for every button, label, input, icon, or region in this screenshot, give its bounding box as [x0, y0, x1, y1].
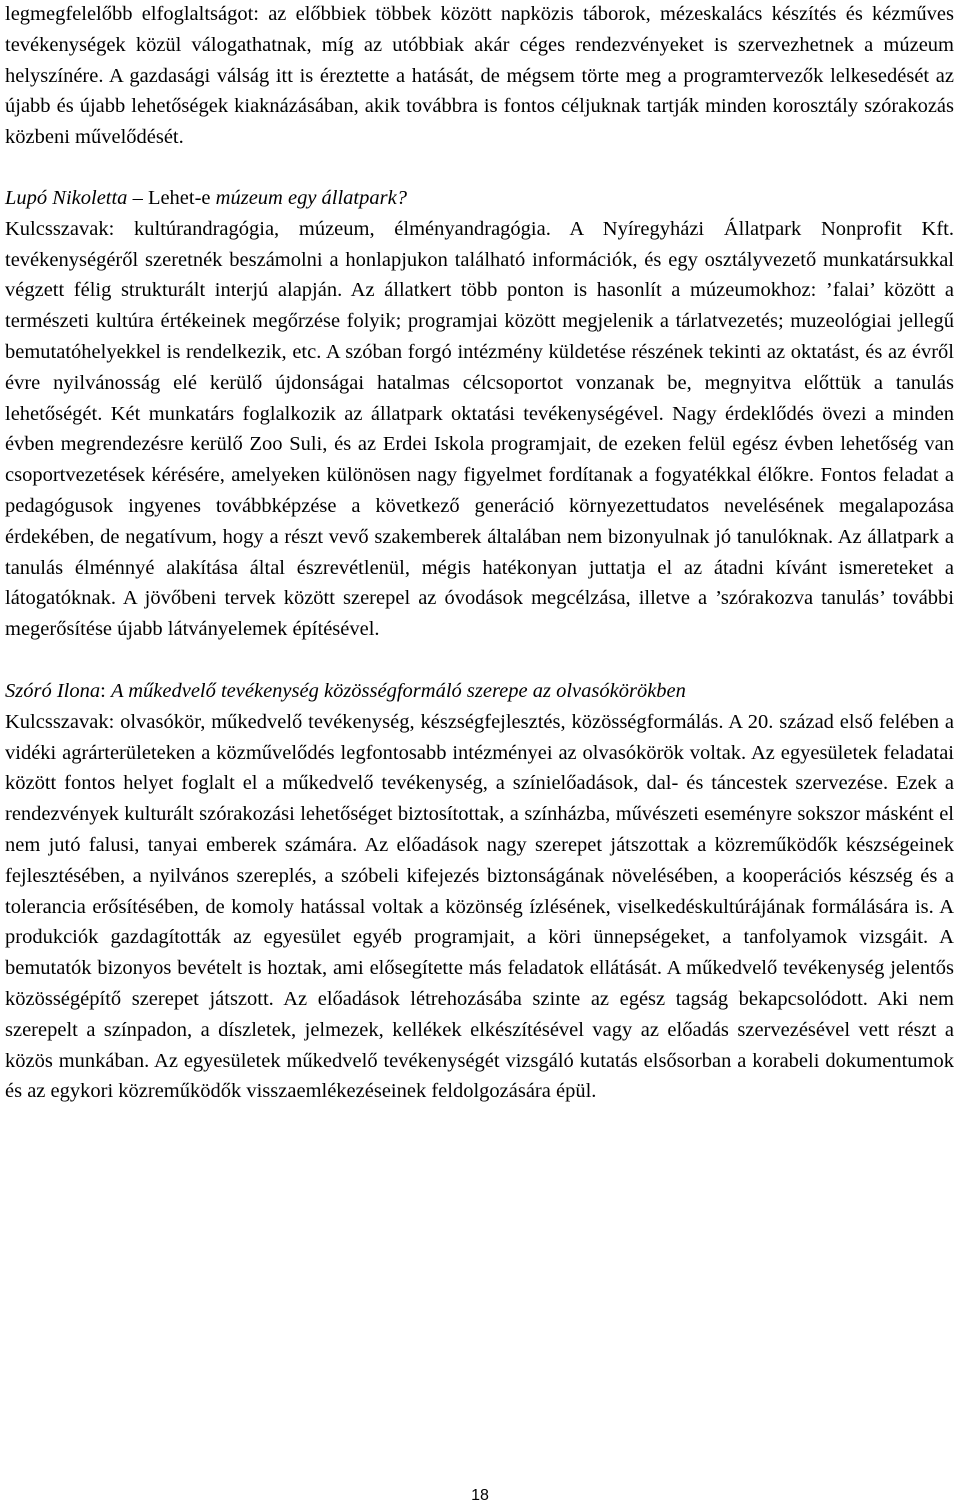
article-2-heading: [5, 183, 954, 214]
document-page: [5, 0, 954, 1107]
article-3-keywords: Kulcsszavak: olvasókör, műkedvelő tevékenység, készségfejlesztés, közösségformálás.: [5, 710, 724, 733]
article-3-author: Szóró Ilona: [5, 679, 101, 702]
page-number: 18: [471, 1487, 489, 1504]
article-3-body: [5, 707, 954, 1107]
article-2-title-plain: Lehet-e: [147, 186, 216, 209]
article-3-heading: [5, 676, 954, 707]
article-2-author: Lupó Nikoletta: [5, 186, 128, 209]
article-2-body: [5, 214, 954, 645]
section-spacer: [5, 645, 954, 676]
article-3-text: A 20. század első felében a vidéki agrárterületeken a közművelődés legfontosabb intézményei az olvasókörök voltak. Az egyesületek feladatai között fontos helyet foglalt el a műkedvelő tevékenység, a színielőadások, dal- és táncestek szervezése. Ezek a rendezvények kulturált szórakozási lehetőséget biztosítottak, a színházba, művészeti eseményre sokszor másként el nem jutó falusi, tanyai emberek számára. Az előadások nagy szerepet játszottak a közreműködők készségeinek fejlesztésében, a nyilvános szereplés, a szóbeli kifejezés biztonságának növelésében, a kooperációs készség és a tolerancia erősítésében, de komoly hatással voltak a közönség ízlésének, viselkedéskultúrájának formálására is. A produkciók gazdagították az egyesület egyéb programjait, a köri ünnepségeket, a tanfolyamok vizsgáit. A bemutatók bizonyos bevételt is hoztak, ami elősegítette más feladatok ellátását. A műkedvelő tevékenység jelentős közösségépítő szerepet játszott. Az előadások létrehozásába szinte az egész tagság bekapcsolódott. Aki nem szerepelt a színpadon, a díszletek, jelmezek, kellékek elkészítésével vagy az előadás szervezésével vett részt a közös munkában. Az egyesületek műkedvelő tevékenységét vizsgáló kutatás elsősorban a korabeli dokumentumok és az egykori közreműködők visszaemlékezéseinek feldolgozására épül.: [5, 710, 955, 1103]
article-2-dash: –: [127, 186, 148, 209]
article-2-text: A Nyíregyházi Állatpark Nonprofit Kft. tevékenységéről szeretnék beszámolni a honlapjukon található információk, és egy osztályvezető munkatársukkal végzett félig strukturált interjú alapján. Az állatkert több ponton is hasonlít a múzeumokhoz: ’falai’ között a természeti kultúra értékeinek megőrzése folyik; programjai között megjelenik a tárlatvezetés; muzeológiai jellegű bemutatóhelyekkel is rendelkezik, etc. A szóban forgó intézmény küldetése részének tekinti az oktatást, és az évről évre nyilvánosság elé kerülő újdonságai hatalmas célcsoportot vonzanak be, megnyitva előttük a tanulás lehetőségét. Két munkatárs foglalkozik az állatpark oktatási tevékenységével. Nagy érdeklődés övezi a minden évben megrendezésre kerülő Zoo Suli, és az Erdei Iskola programjait, de ezeken felül egész évben lehetőség van csoportvezetések kérésére, amelyeken különösen nagy figyelmet fordítanak a fogyatékkal élőkre. Fontos feladat a pedagógusok ingyenes továbbképzése a következő generáció környezettudatos nevelésének megalapozása érdekében, de negatívum, hogy a részt vevő szakemberek általában nem bizonyulnak jó tanulóknak. Az állatpark a tanulás élménnyé alakítása által észrevétlenül, mégis hatékonyan juttatja el az átadni kívánt ismereteket a látogatóknak. A jövőbeni tervek között szerepel az óvodások megcélzása, illetve a ’szórakozva tanulás’ további megerősítése újabb látványelemek építésével.: [5, 217, 954, 641]
article-2-keywords: Kulcsszavak: kultúrandragógia, múzeum, élményandragógia.: [5, 217, 551, 240]
article-1-paragraph: legmegfelelőbb elfoglaltságot: az előbbiek többek között napközis táborok, mézeskalács készítés és kézműves tevékenységek közül válogathatnak, míg az utóbbiak akár céges rendezvényeket is szervezhetnek a múzeum helyszínére. A gazdasági válság itt is éreztette a hatását, de mégsem törte meg a programtervezők lelkesedését az újabb és újabb lehetőségek kiaknázásában, akik továbbra is fontos céljuknak tartják minden korosztály szórakozás közbeni művelődését.: [5, 3, 954, 149]
article-3-colon: :: [100, 679, 111, 702]
article-2-title-italic: múzeum egy állatpark?: [215, 186, 407, 209]
section-spacer: [5, 153, 954, 183]
article-3-title-italic: A műkedvelő tevékenység közösségformáló szerepe az olvasókörökben: [110, 679, 686, 702]
